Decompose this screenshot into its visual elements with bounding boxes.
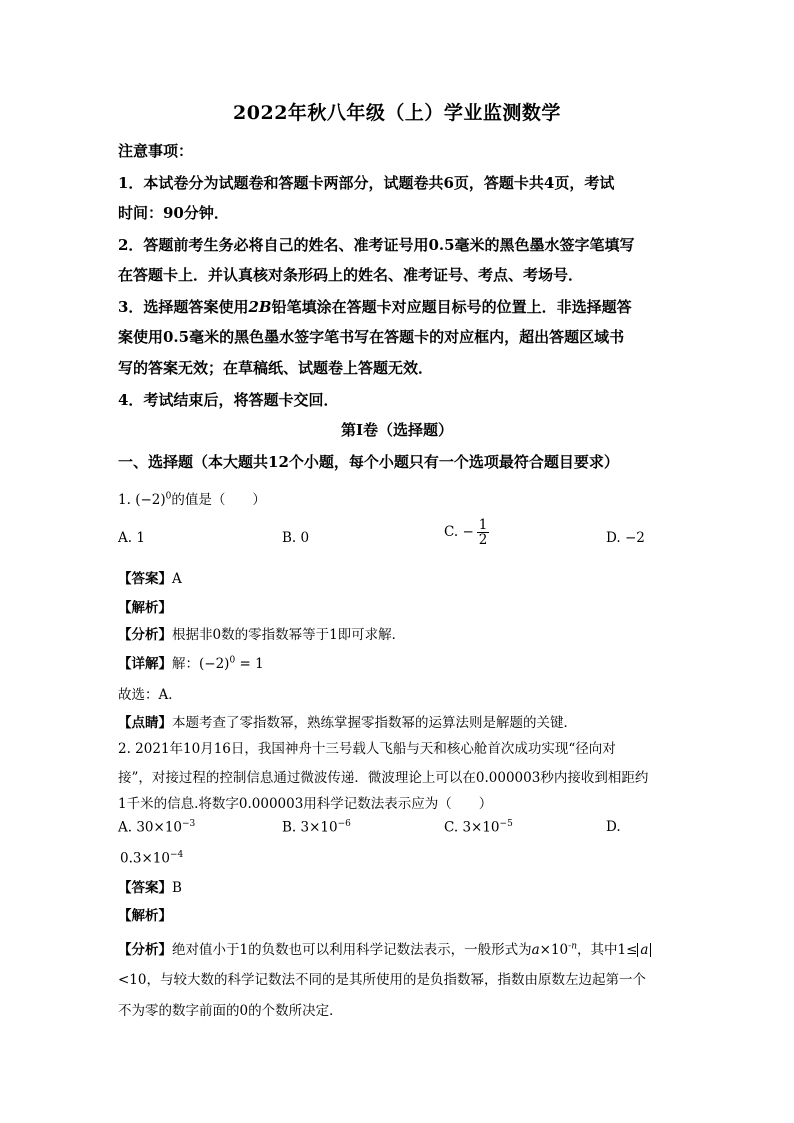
notice-line: 2．答题前考生务必将自己的姓名、准考证号用0.5毫米的黑色墨水签字笔填写 xyxy=(118,236,635,254)
fenxi-line: 不为零的数字前面的0的个数所决定． xyxy=(118,1003,343,1019)
volume-heading: 第Ⅰ卷（选择题） xyxy=(340,421,454,439)
question-2-stem: 接”，对接过程的控制信息通过微波传递．微波理论上可以在0.000003秒内接收到相距约 xyxy=(118,770,649,786)
section-heading: 一、选择题（本大题共12个小题，每个小题只有一个选项最符合题目要求） xyxy=(118,453,619,471)
absolute-value: a xyxy=(637,943,651,957)
fenxi-line: 【分析】绝对值小于1的负数也可以利用科学记数法表示，一般形式为$a\times 10^{-n}$，其中1≤ a xyxy=(118,938,651,958)
fraction: $\frac{1}{2}$ xyxy=(478,517,488,548)
option-d: $0.3\times 10^{-4}$ xyxy=(120,850,184,867)
question-2-stem: 2. 2021年10月16日，我国神舟十三号载人飞船与天和核心舱首次成功实现“径向对 xyxy=(118,741,616,757)
question-text: 的值是（ ） xyxy=(171,492,266,508)
notice-heading: 注意事项： xyxy=(118,142,194,160)
answer-line: 【答案】B xyxy=(118,880,182,896)
fenxi-line: 【分析】根据非0数的零指数幂等于1即可求解． xyxy=(118,627,406,643)
analysis-tag: 【解析】 xyxy=(118,908,172,924)
option-c: C. − $\frac{1}{2}$ xyxy=(444,517,488,548)
fenxi-line: <10，与较大数的科学记数法不同的是其所使用的是负指数幂，指数由原数左边起第一个 xyxy=(118,972,646,988)
expression: $(-2)^0 = 1$ xyxy=(199,655,264,672)
notice-line xyxy=(118,296,632,317)
detail-line: 【详解】解：$(-2)^0 = 1$ xyxy=(118,655,264,672)
notice-line: 在答题卡上．并认真核对条形码上的姓名、准考证号、考点、考场号． xyxy=(118,266,584,284)
choice-line: 故选：A． xyxy=(118,687,182,703)
notice-line: 案使用0.5毫米的黑色墨水签字笔书写在答题卡的对应框内，超出答题区域书 xyxy=(118,328,625,346)
option-b: B. 0 xyxy=(282,530,310,546)
pencil-grade: 2B xyxy=(248,298,272,316)
notice-line: 写的答案无效；在草稿纸、试题卷上答题无效． xyxy=(118,359,434,377)
option-d-label: D. xyxy=(606,819,621,835)
question-number: 1. xyxy=(118,492,131,508)
option-c: C. $3\times 10^{-5}$ xyxy=(444,819,513,836)
notice-line-part: 3．选择题答案使用 xyxy=(118,298,249,316)
notice-line-part: 铅笔填涂在答题卡对应题目标号的位置上．非选择题答 xyxy=(271,298,632,316)
question-1-stem xyxy=(118,488,266,508)
option-d: D. −2 xyxy=(606,530,645,546)
notice-line: 1．本试卷分为试题卷和答题卡两部分，试题卷共6页，答题卡共4页，考试 xyxy=(118,174,615,192)
notice-line: 时间：90分钟． xyxy=(118,204,229,222)
answer-line: 【答案】A xyxy=(118,571,182,587)
question-2-stem: 1千米的信息.将数字0.000003用科学记数法表示应为（ ） xyxy=(118,796,493,812)
notice-line: 4．考试结束后，将答题卡交回． xyxy=(118,391,339,409)
analysis-tag: 【解析】 xyxy=(118,600,172,616)
option-b: B. $3\times 10^{-6}$ xyxy=(282,819,351,836)
option-a: A. 1 xyxy=(118,530,145,546)
option-a: A. $30\times 10^{-3}$ xyxy=(118,819,196,836)
expression: $(-2)^0$ xyxy=(135,491,172,508)
page-title: 2022年秋八年级（上）学业监测数学 xyxy=(233,102,561,124)
comment-line: 【点睛】本题考查了零指数幂，熟练掌握零指数幂的运算法则是解题的关键． xyxy=(118,715,577,731)
